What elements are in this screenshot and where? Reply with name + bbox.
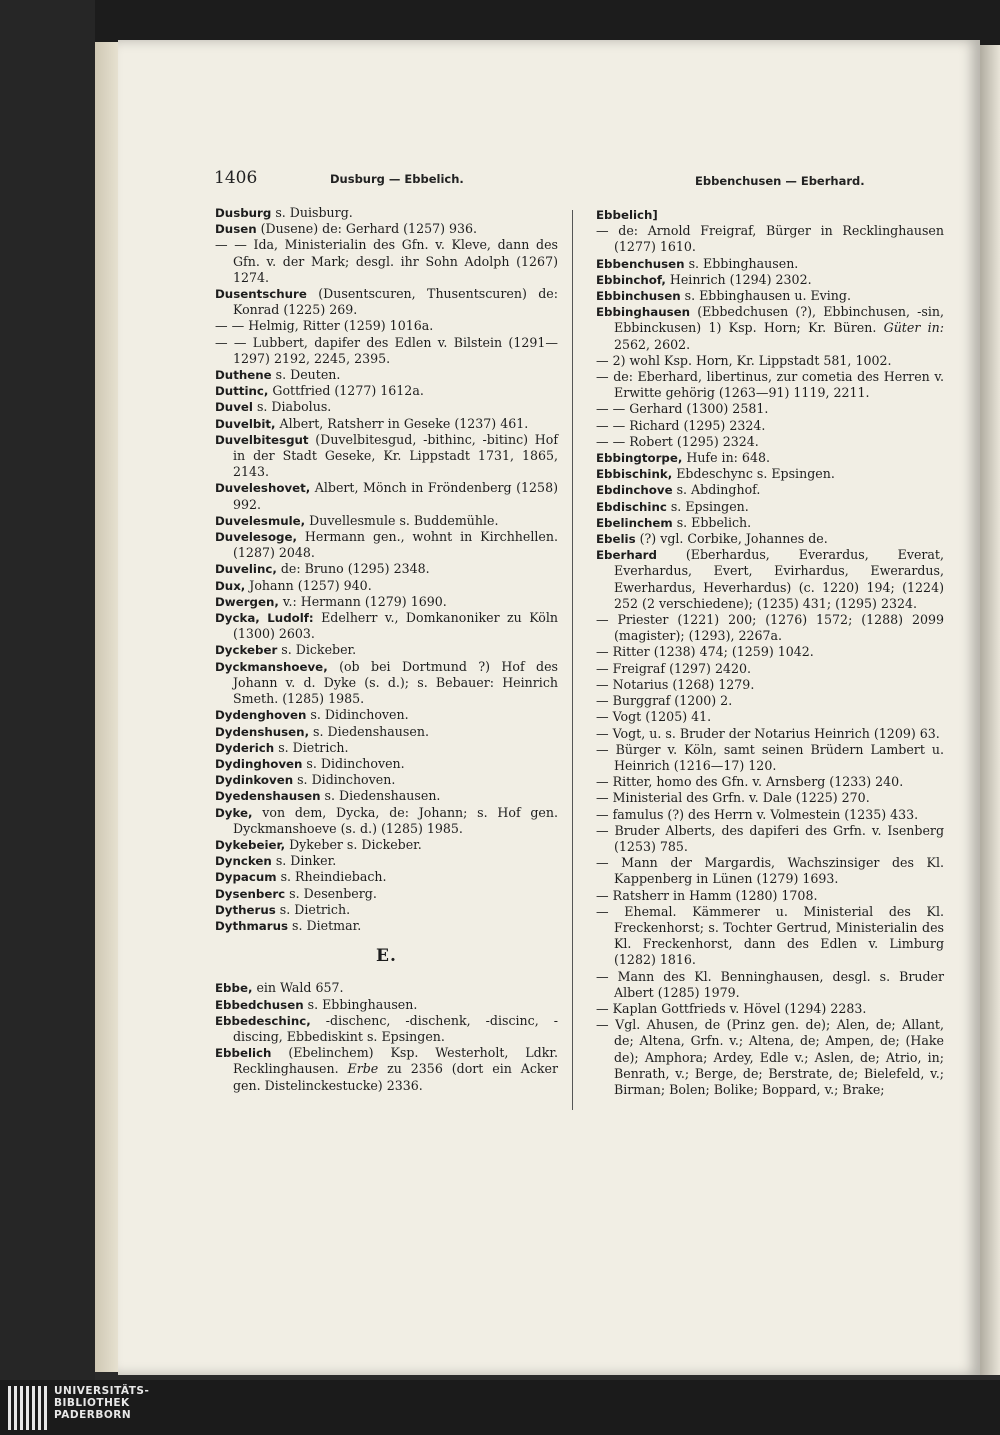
entry-text: — — Gerhard (1300) 2581. xyxy=(596,401,769,417)
entry-text: s. Dietrich. xyxy=(274,739,349,755)
index-entry xyxy=(596,677,944,693)
page-number: 1406 xyxy=(214,168,258,188)
index-entry xyxy=(596,499,944,515)
entry-headword: Ebbinghausen xyxy=(596,305,691,320)
index-entry xyxy=(596,774,944,790)
entry-text: (Dusentscuren, Thusentscuren) de: Konrad (1225) 269. xyxy=(233,286,558,318)
entry-headword: Duttinc, xyxy=(215,384,269,399)
entry-text: — — Ida, Ministerialin des Gfn. v. Kleve, dann des Gfn. v. der Mark; desgl. ihr Sohn Adolph (1267) 1274. xyxy=(215,237,558,285)
index-entry xyxy=(215,980,558,996)
entry-text: — Ritter, homo des Gfn. v. Arnsberg (1233) 240. xyxy=(596,774,904,790)
entry-text: Johann (1257) 940. xyxy=(245,577,372,593)
index-entry xyxy=(596,401,944,417)
entry-text: Hermann gen., wohnt in Kirchhellen. (1287) 2048. xyxy=(233,529,558,561)
entry-headword: Duvel xyxy=(215,400,253,415)
index-entry xyxy=(596,256,944,272)
entry-text: s. Dinker. xyxy=(271,853,337,869)
entry-text: — Mann der Margardis, Wachszinsiger des Kl. Kappenberg in Lünen (1279) 1693. xyxy=(596,855,944,887)
column-divider xyxy=(572,210,573,1110)
entry-headword: Ebbelich] xyxy=(596,208,658,222)
library-line-2: BIBLIOTHEK xyxy=(54,1397,130,1409)
index-entry xyxy=(596,515,944,531)
entry-headword: Ebbinchof, xyxy=(596,272,666,287)
index-entry xyxy=(215,578,558,594)
entry-text: Hufe in: 648. xyxy=(682,450,770,466)
entry-headword: Eberhard xyxy=(596,548,657,563)
index-entry xyxy=(596,434,944,450)
index-entry xyxy=(596,693,944,709)
entry-text: (Eberhardus, Everardus, Everat, Everhardus, Evert, Evirhardus, Ewerardus, Ewerhardus, Heverhardus) (c. 1220) 194; (1224) 252 (2 verschiedene); (1235) 431; (1295) 2324. xyxy=(614,547,944,611)
library-name xyxy=(54,1385,149,1421)
entry-italic: Güter in: xyxy=(883,320,944,336)
index-entry xyxy=(596,272,944,288)
entry-headword: Dydinghoven xyxy=(215,756,303,771)
index-entry xyxy=(215,805,558,837)
entry-text: ein Wald 657. xyxy=(252,980,344,996)
entry-text: -dischenc, -dischenk, -discinc, -discing, Ebbediskint s. Epsingen. xyxy=(233,1012,558,1044)
entry-text: — Ritter (1238) 474; (1259) 1042. xyxy=(596,644,814,660)
entry-text: Gottfried (1277) 1612a. xyxy=(268,383,424,399)
entry-text: — Mann des Kl. Benninghausen, desgl. s. Bruder Albert (1285) 1979. xyxy=(596,968,944,1000)
entry-italic: Erbe xyxy=(347,1061,379,1077)
index-entry xyxy=(596,904,944,969)
entry-text: — Priester (1221) 200; (1276) 1572; (1288) 2099 (magister); (1293), 2267a. xyxy=(596,612,944,644)
left-column xyxy=(215,205,558,1094)
index-entry xyxy=(215,205,558,221)
index-entry xyxy=(215,853,558,869)
index-entry xyxy=(596,531,944,547)
entry-headword: Dux, xyxy=(215,578,246,593)
index-entry xyxy=(596,807,944,823)
index-entry xyxy=(215,772,558,788)
index-entry xyxy=(215,902,558,918)
entry-text: Ebdeschync s. Epsingen. xyxy=(672,466,835,482)
entry-headword: Ebbingtorpe, xyxy=(596,451,683,466)
index-entry xyxy=(596,726,944,742)
entry-headword: Ebbedeschinc, xyxy=(215,1013,311,1028)
entry-text: de: Bruno (1295) 2348. xyxy=(276,561,430,577)
index-entry xyxy=(215,1013,558,1045)
entry-text: s. Duisburg. xyxy=(271,205,353,220)
index-entry xyxy=(215,740,558,756)
entry-text: — Vogt, u. s. Bruder der Notarius Heinrich (1209) 63. xyxy=(596,725,940,741)
entry-text: s. Didinchoven. xyxy=(306,707,409,723)
entry-text: — Bruder Alberts, des dapiferi des Grfn. v. Isenberg (1253) 785. xyxy=(596,822,944,854)
index-entry xyxy=(215,416,558,432)
entry-text: s. Dickeber. xyxy=(277,642,357,658)
scan-background-left xyxy=(0,0,95,1380)
index-entry xyxy=(596,207,944,223)
entry-headword: Dypacum xyxy=(215,870,277,885)
index-entry xyxy=(215,480,558,512)
right-entries xyxy=(596,207,944,1098)
entry-headword: Ebbenchusen xyxy=(596,256,685,271)
entry-text: — de: Arnold Freigraf, Bürger in Recklinghausen (1277) 1610. xyxy=(596,223,944,255)
entry-text: (?) vgl. Corbike, Johannes de. xyxy=(635,531,828,547)
entry-text: (ob bei Dortmund ?) Hof des Johann v. d. Dyke (s. d.); s. Bebauer: Heinrich Smeth. (1285) 1985. xyxy=(233,658,558,707)
index-entry xyxy=(596,353,944,369)
index-entry xyxy=(215,724,558,740)
entry-text: — Bürger v. Köln, samt seinen Brüdern Lambert u. Heinrich (1216—17) 120. xyxy=(596,741,944,773)
entry-text: — Ministerial des Grfn. v. Dale (1225) 270. xyxy=(596,790,870,806)
entry-text: s. Didinchoven. xyxy=(293,772,396,788)
entry-headword: Duvelbitesgut xyxy=(215,432,309,447)
entry-text: Dykeber s. Dickeber. xyxy=(285,836,422,852)
library-logo-icon xyxy=(8,1386,48,1430)
entry-text: — Burggraf (1200) 2. xyxy=(596,693,733,709)
index-entry xyxy=(215,707,558,723)
entry-text: s. Diedenshausen. xyxy=(309,723,429,739)
entry-headword: Dusburg xyxy=(215,206,272,220)
entry-headword: Ebelis xyxy=(596,532,636,547)
entry-headword: Duthene xyxy=(215,368,272,383)
entry-text: — Ratsherr in Hamm (1280) 1708. xyxy=(596,887,818,903)
index-entry xyxy=(215,837,558,853)
entry-headword: Dyckmanshoeve, xyxy=(215,659,328,674)
entry-text: s. Diabolus. xyxy=(252,399,332,415)
library-line-1: UNIVERSITÄTS- xyxy=(54,1385,150,1397)
right-column xyxy=(596,207,944,1098)
index-entry xyxy=(215,642,558,658)
entry-headword: Dusentschure xyxy=(215,287,307,302)
entry-headword: Ebbinchusen xyxy=(596,289,681,304)
entry-headword: Dyckeber xyxy=(215,643,278,658)
entry-headword: Ebbischink, xyxy=(596,467,673,482)
index-entry xyxy=(596,450,944,466)
entry-text: Albert, Mönch in Fröndenberg (1258) 992. xyxy=(233,480,558,512)
index-entry xyxy=(596,742,944,774)
entry-headword: Ebbelich xyxy=(215,1046,272,1061)
footer-bar xyxy=(0,1380,1000,1435)
entry-text: v.: Hermann (1279) 1690. xyxy=(278,593,447,609)
index-entry xyxy=(596,466,944,482)
index-entry xyxy=(215,594,558,610)
entry-text: s. Dietrich. xyxy=(275,901,351,917)
entry-text: — de: Eberhard, libertinus, zur cometia des Herren v. Erwitte gehörig (1263—91) 1119, 2211. xyxy=(596,369,944,401)
entry-headword: Duveleshovet, xyxy=(215,481,311,496)
entry-headword: Dydenghoven xyxy=(215,708,307,723)
entry-text: (Ebbedchusen (?), Ebbinchusen, -sin, Ebbinckusen) 1) Ksp. Horn; Kr. Büren. xyxy=(614,304,944,336)
entry-text: — Vgl. Ahusen, de (Prinz gen. de); Alen, de; Allant, de; Altena, Grfn. v.; Altena, de; Ampen, de; (Hake de); Amphora; Ardey, Edle v.; Aslen, de; Atrio, in; Benrath, v.; Berge, de; Berstrate, de; Bielefeld, v.; Birman; Bolen; Bolike; Boppard, v.; Brake; xyxy=(596,1017,944,1097)
entry-text: — famulus (?) des Herrn v. Volmestein (1235) 433. xyxy=(596,806,919,822)
index-entry xyxy=(215,1045,558,1094)
entry-text: Duvellesmule s. Buddemühle. xyxy=(305,512,499,528)
index-entry xyxy=(215,997,558,1013)
entry-text: s. Diedenshausen. xyxy=(320,788,441,804)
entry-headword: Dythmarus xyxy=(215,918,289,933)
entry-text: s. Ebbinghausen. xyxy=(684,255,799,271)
index-entry xyxy=(215,432,558,481)
entry-text: — Kaplan Gottfrieds v. Hövel (1294) 2283. xyxy=(596,1000,867,1016)
index-entry xyxy=(215,318,558,334)
left-entries-e xyxy=(215,980,558,1093)
index-entry xyxy=(215,610,558,642)
index-entry xyxy=(215,529,558,561)
entry-text: (Dusene) de: Gerhard (1257) 936. xyxy=(256,221,478,237)
index-entry xyxy=(215,286,558,318)
entry-headword: Ebdischinc xyxy=(596,499,667,514)
entry-text: — — Robert (1295) 2324. xyxy=(596,433,759,449)
entry-text: — Freigraf (1297) 2420. xyxy=(596,660,752,676)
index-entry xyxy=(596,1017,944,1098)
entry-text: — — Richard (1295) 2324. xyxy=(596,417,766,433)
index-entry xyxy=(215,561,558,577)
index-entry xyxy=(215,335,558,367)
running-head-right: Ebbenchusen — Eberhard. xyxy=(695,174,865,188)
index-entry xyxy=(596,288,944,304)
entry-headword: Ebdinchove xyxy=(596,483,673,498)
section-letter: E. xyxy=(376,946,397,967)
entry-text: s. Epsingen. xyxy=(666,498,749,514)
entry-text: Edelherr v., Domkanoniker zu Köln (1300) 2603. xyxy=(233,610,558,642)
entry-headword: Dysenberc xyxy=(215,886,286,901)
entry-text: s. Ebbelich. xyxy=(672,514,752,530)
entry-headword: Dydenshusen, xyxy=(215,724,310,739)
left-entries xyxy=(215,205,558,934)
index-entry xyxy=(215,788,558,804)
entry-text: s. Didinchoven. xyxy=(302,755,405,771)
entry-text: s. Rheindiebach. xyxy=(276,869,387,885)
entry-headword: Dyncken xyxy=(215,854,272,869)
index-entry xyxy=(215,756,558,772)
index-entry xyxy=(215,659,558,708)
entry-text: Albert, Ratsherr in Geseke (1237) 461. xyxy=(275,415,529,431)
index-entry xyxy=(596,612,944,644)
entry-text: — — Helmig, Ritter (1259) 1016a. xyxy=(215,318,434,334)
index-entry xyxy=(596,1001,944,1017)
index-entry xyxy=(215,237,558,286)
index-entry xyxy=(596,823,944,855)
index-entry xyxy=(215,869,558,885)
entry-text: — Ehemal. Kämmerer u. Ministerial des Kl. Freckenhorst; s. Tochter Gertrud, Ministerialin des Kl. Freckenhorst, dann des Edlen v. Limburg (1282) 1816. xyxy=(596,903,944,968)
entry-headword: Dykebeier, xyxy=(215,837,286,852)
entry-text-tail: zu 2356 (dort ein Acker gen. Distelinckestucke) 2336. xyxy=(233,1061,558,1093)
entry-headword: Dwergen, xyxy=(215,594,279,609)
entry-headword: Duvelesmule, xyxy=(215,513,306,528)
entry-headword: Dyke, xyxy=(215,805,253,820)
index-entry xyxy=(596,969,944,1001)
entry-headword: Ebbe, xyxy=(215,981,253,996)
index-entry xyxy=(215,221,558,237)
entry-text: s. Deuten. xyxy=(271,367,341,383)
entry-headword: Duvelinc, xyxy=(215,562,277,577)
entry-text: von dem, Dycka, de: Johann; s. Hof gen. Dyckmanshoeve (s. d.) (1285) 1985. xyxy=(233,804,558,836)
entry-text-tail: 2562, 2602. xyxy=(614,336,691,352)
running-head-left: Dusburg — Ebbelich. xyxy=(330,172,464,186)
index-entry xyxy=(596,709,944,725)
index-entry xyxy=(596,482,944,498)
index-entry xyxy=(215,367,558,383)
entry-text: (Duvelbitesgud, -bithinc, -bitinc) Hof in der Stadt Geseke, Kr. Lippstadt 1731, 1865, 2143. xyxy=(233,431,558,480)
index-entry xyxy=(596,790,944,806)
entry-headword: Dyderich xyxy=(215,740,275,755)
index-entry xyxy=(596,855,944,887)
entry-headword: Dyedenshausen xyxy=(215,789,321,804)
index-entry xyxy=(596,661,944,677)
index-entry xyxy=(215,513,558,529)
entry-text: — Vogt (1205) 41. xyxy=(596,709,712,725)
entry-text: s. Ebbinghausen. xyxy=(303,996,418,1012)
entry-headword: Dusen xyxy=(215,222,257,237)
entry-text: s. Ebbinghausen u. Eving. xyxy=(680,288,851,304)
index-entry xyxy=(596,369,944,401)
index-entry xyxy=(596,304,944,353)
index-entry xyxy=(215,399,558,415)
index-entry xyxy=(596,418,944,434)
entry-headword: Dycka, Ludolf: xyxy=(215,611,314,626)
entry-headword: Duvelbit, xyxy=(215,416,276,431)
entry-text: Heinrich (1294) 2302. xyxy=(665,271,812,287)
entry-text: (Ebelinchem) Ksp. Westerholt, Ldkr. Recklinghausen. xyxy=(233,1045,558,1077)
entry-text: — Notarius (1268) 1279. xyxy=(596,676,755,692)
entry-headword: Dydinkoven xyxy=(215,773,294,788)
index-entry xyxy=(596,644,944,660)
index-entry xyxy=(215,886,558,902)
entry-text: — 2) wohl Ksp. Horn, Kr. Lippstadt 581, 1002. xyxy=(596,352,892,368)
entry-text: — — Lubbert, dapifer des Edlen v. Bilstein (1291—1297) 2192, 2245, 2395. xyxy=(215,334,558,366)
entry-headword: Duvelesoge, xyxy=(215,530,297,545)
entry-headword: Ebelinchem xyxy=(596,515,673,530)
entry-headword: Dytherus xyxy=(215,902,276,917)
entry-text: s. Desenberg. xyxy=(285,885,377,901)
entry-headword: Ebbedchusen xyxy=(215,997,304,1012)
entry-text: s. Dietmar. xyxy=(288,917,362,933)
index-entry xyxy=(215,383,558,399)
index-entry xyxy=(596,547,944,612)
index-entry xyxy=(596,888,944,904)
library-line-3: PADERBORN xyxy=(54,1409,132,1421)
entry-text: s. Abdinghof. xyxy=(672,482,761,498)
index-entry xyxy=(596,223,944,255)
index-entry xyxy=(215,918,558,934)
